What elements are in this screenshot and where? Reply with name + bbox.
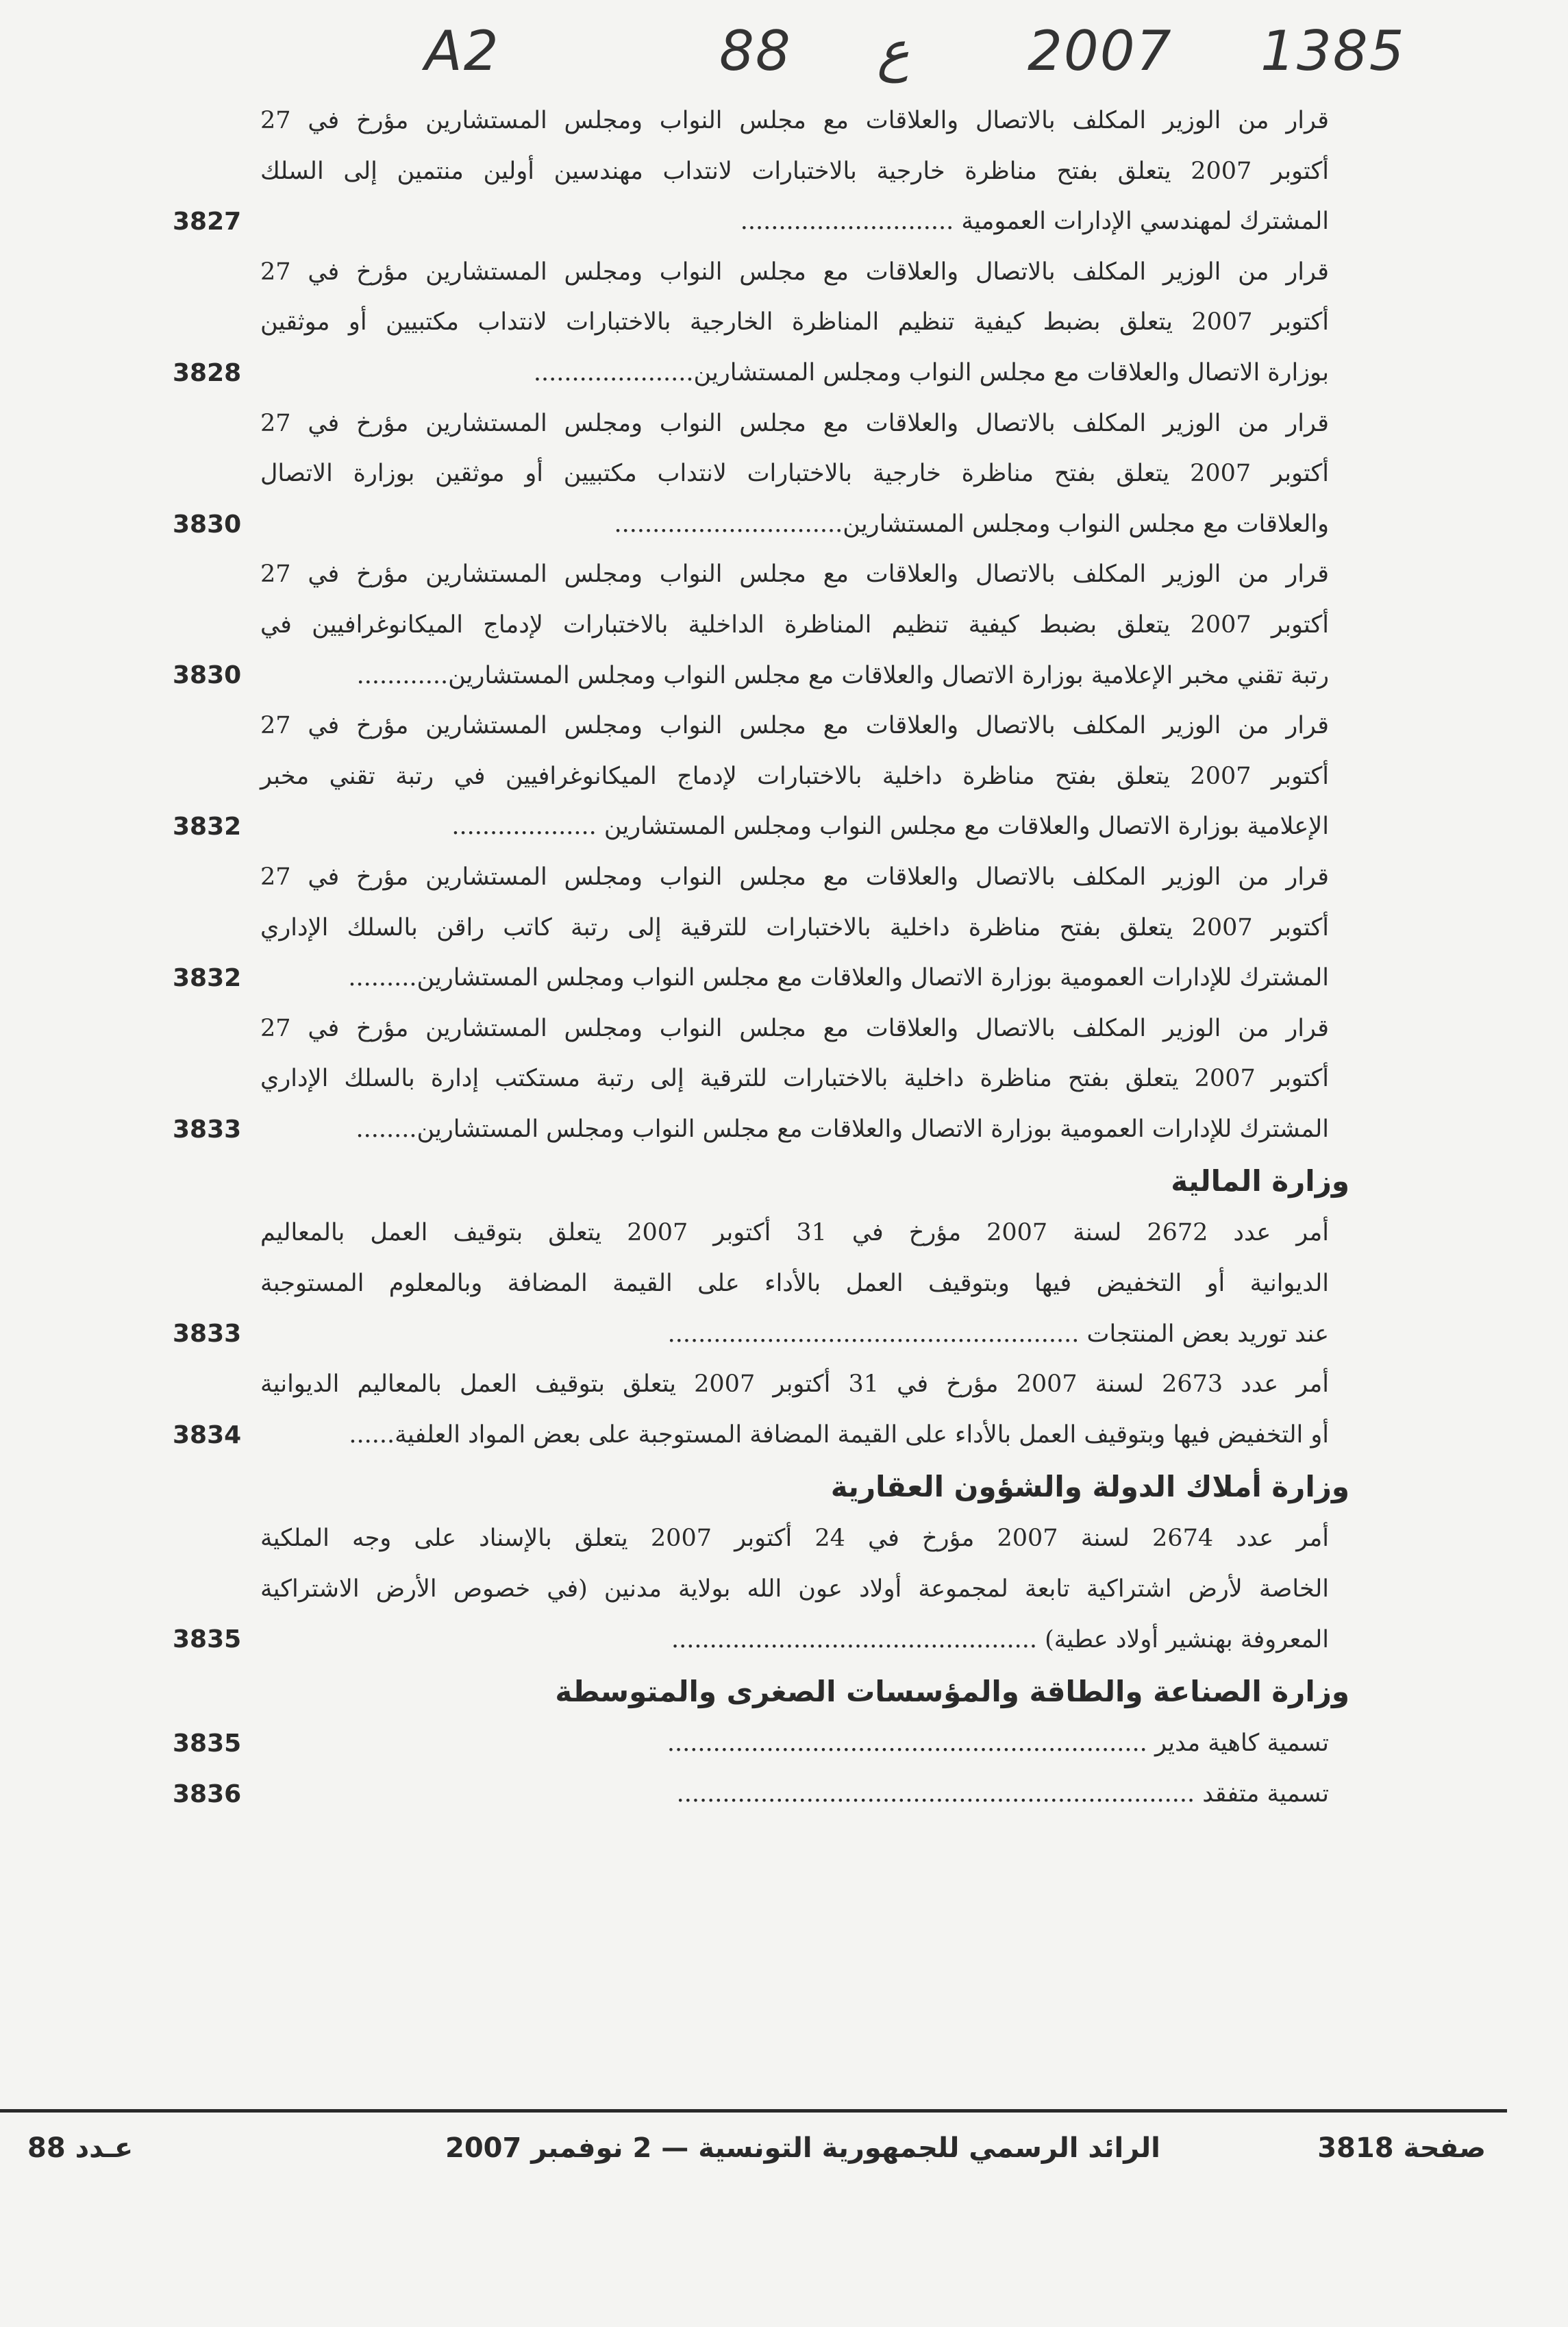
entry-line: قرار من الوزير المكلف بالاتصال والعلاقات مع مجلس النواب ومجلس المستشارين مؤرخ في 27 [260, 561, 1329, 589]
toc-entry [164, 399, 1329, 550]
page-number: 3836 [173, 1780, 242, 1808]
page-number: 3830 [173, 510, 242, 539]
entry-line: أمر عدد 2672 لسنة 2007 مؤرخ في 31 أكتوبر 2007 يتعلق بتوقيف العمل بالمعاليم [260, 1219, 1329, 1247]
entry-line: أكتوبر 2007 يتعلق بفتح مناظرة خارجية بالاختبارات لانتداب مهندسين أولين منتمين إلى السلك [260, 157, 1329, 185]
handwritten-number: 88 [719, 19, 792, 83]
entry-line: رتبة تقني مخبر الإعلامية بوزارة الاتصال والعلاقات مع مجلس النواب ومجلس المستشارين............ [356, 661, 1329, 689]
page-number: 3835 [173, 1729, 242, 1758]
entry-line: المشترك للإدارات العمومية بوزارة الاتصال والعلاقات مع مجلس النواب ومجلس المستشارين........ [356, 1115, 1329, 1143]
entry-line: قرار من الوزير المكلف بالاتصال والعلاقات مع مجلس النواب ومجلس المستشارين مؤرخ في 27 [260, 107, 1329, 134]
toc-entry [164, 1004, 1329, 1155]
entry-line: أكتوبر 2007 يتعلق بفتح مناظرة داخلية بالاختبارات لإدماج الميكانوغرافيين في رتبة تقني مخبر [260, 762, 1329, 790]
page-number: 3835 [173, 1625, 242, 1654]
page-number: 3832 [173, 813, 242, 841]
page-number: 3827 [173, 208, 242, 236]
entry-line: أكتوبر 2007 يتعلق بضبط كيفية تنظيم المناظرة الداخلية بالاختبارات لإدماج الميكانوغرافيين في [260, 611, 1329, 639]
handwritten-code: A2 [425, 19, 500, 83]
entry-line: تسمية متفقد .................................................................... [676, 1780, 1329, 1808]
table-of-contents [164, 96, 1349, 1819]
entry-line: أكتوبر 2007 يتعلق بفتح مناظرة خارجية بالاختبارات لانتداب مكتبيين أو موثقين بوزارة الاتصال [260, 460, 1329, 488]
section-heading-state-property: وزارة أملاك الدولة والشؤون العقارية [830, 1470, 1349, 1504]
page-number: 3828 [173, 358, 242, 387]
toc-entry [164, 96, 1329, 247]
entry-line: أكتوبر 2007 يتعلق بضبط كيفية تنظيم المناظرة الخارجية بالاختبارات لانتداب مكتبيين أو موثقين [260, 308, 1329, 336]
entry-line: المشترك لمهندسي الإدارات العمومية ............................ [740, 208, 1329, 236]
entry-line: قرار من الوزير المكلف بالاتصال والعلاقات مع مجلس النواب ومجلس المستشارين مؤرخ في 27 [260, 1014, 1329, 1042]
entry-line: بوزارة الاتصال والعلاقات مع مجلس النواب ومجلس المستشارين..................... [533, 358, 1329, 386]
entry-line: تسمية كاهية مدير ............................................................... [667, 1729, 1329, 1758]
entry-line: المشترك للإدارات العمومية بوزارة الاتصال والعلاقات مع مجلس النواب ومجلس المستشارين......... [348, 964, 1329, 992]
handwritten-year: 2007 [1028, 19, 1173, 83]
handwritten-letter: ع [877, 19, 910, 83]
toc-entry [164, 1514, 1329, 1665]
entry-line: الخاصة لأرض اشتراكية تابعة لمجموعة أولاد عون الله بولاية مدنين (في خصوص الأرض الاشتراكية [260, 1575, 1329, 1603]
entry-line: عند توريد بعض المنتجات ...................................................... [667, 1320, 1329, 1348]
entry-line: قرار من الوزير المكلف بالاتصال والعلاقات مع مجلس النواب ومجلس المستشارين مؤرخ في 27 [260, 712, 1329, 740]
footer-issue: عـدد 88 [27, 2132, 134, 2164]
toc-entry [164, 1359, 1329, 1460]
entry-line: والعلاقات مع مجلس النواب ومجلس المستشارين.............................. [614, 510, 1329, 538]
entry-line: قرار من الوزير المكلف بالاتصال والعلاقات مع مجلس النواب ومجلس المستشارين مؤرخ في 27 [260, 863, 1329, 891]
footer-page: صفحة 3818 [1317, 2132, 1486, 2164]
entry-line: أو التخفيض فيها وبتوقيف العمل بالأداء على القيمة المضافة المستوجبة على بعض المواد العلفية...... [349, 1420, 1329, 1449]
toc-entry [164, 1769, 1329, 1820]
entry-line: المعروفة بهنشير أولاد عطية) ................................................ [671, 1625, 1329, 1653]
toc-entry [164, 550, 1329, 701]
toc-entry [164, 1719, 1329, 1769]
page-number: 3833 [173, 1320, 242, 1349]
footer-journal: الرائد الرسمي للجمهورية التونسية — 2 نوفمبر 2007 [445, 2132, 1160, 2164]
section-heading-finance: وزارة المالية [1171, 1164, 1349, 1198]
toc-entry [164, 701, 1329, 852]
toc-entry [164, 247, 1329, 399]
entry-line: قرار من الوزير المكلف بالاتصال والعلاقات مع مجلس النواب ومجلس المستشارين مؤرخ في 27 [260, 409, 1329, 437]
footer-divider [0, 2109, 1507, 2113]
page-number: 3833 [173, 1115, 242, 1144]
entry-line: أكتوبر 2007 يتعلق بفتح مناظرة داخلية بالاختبارات للترقية إلى رتبة كاتب راقن بالسلك الإداري [260, 913, 1329, 941]
toc-entry [164, 1208, 1329, 1359]
entry-line: أمر عدد 2673 لسنة 2007 مؤرخ في 31 أكتوبر 2007 يتعلق بتوقيف العمل بالمعاليم الديوانية [260, 1370, 1329, 1399]
section-heading-industry: وزارة الصناعة والطاقة والمؤسسات الصغرى والمتوسطة [555, 1675, 1349, 1709]
toc-entry [164, 852, 1329, 1004]
page-number: 3830 [173, 661, 242, 690]
handwritten-ref: 1385 [1260, 19, 1406, 83]
entry-line: قرار من الوزير المكلف بالاتصال والعلاقات مع مجلس النواب ومجلس المستشارين مؤرخ في 27 [260, 258, 1329, 286]
entry-line: الديوانية أو التخفيض فيها وبتوقيف العمل بالأداء على القيمة المضافة وبالمعلوم المستوجبة [260, 1270, 1329, 1298]
entry-line: الإعلامية بوزارة الاتصال والعلاقات مع مجلس النواب ومجلس المستشارين ................... [451, 813, 1329, 841]
entry-line: أكتوبر 2007 يتعلق بفتح مناظرة داخلية بالاختبارات للترقية إلى رتبة مستكتب إدارة بالسلك الإداري [260, 1065, 1329, 1093]
page-number: 3834 [173, 1420, 242, 1449]
page-number: 3832 [173, 963, 242, 992]
entry-line: أمر عدد 2674 لسنة 2007 مؤرخ في 24 أكتوبر 2007 يتعلق بالإسناد على وجه الملكية [260, 1525, 1329, 1553]
